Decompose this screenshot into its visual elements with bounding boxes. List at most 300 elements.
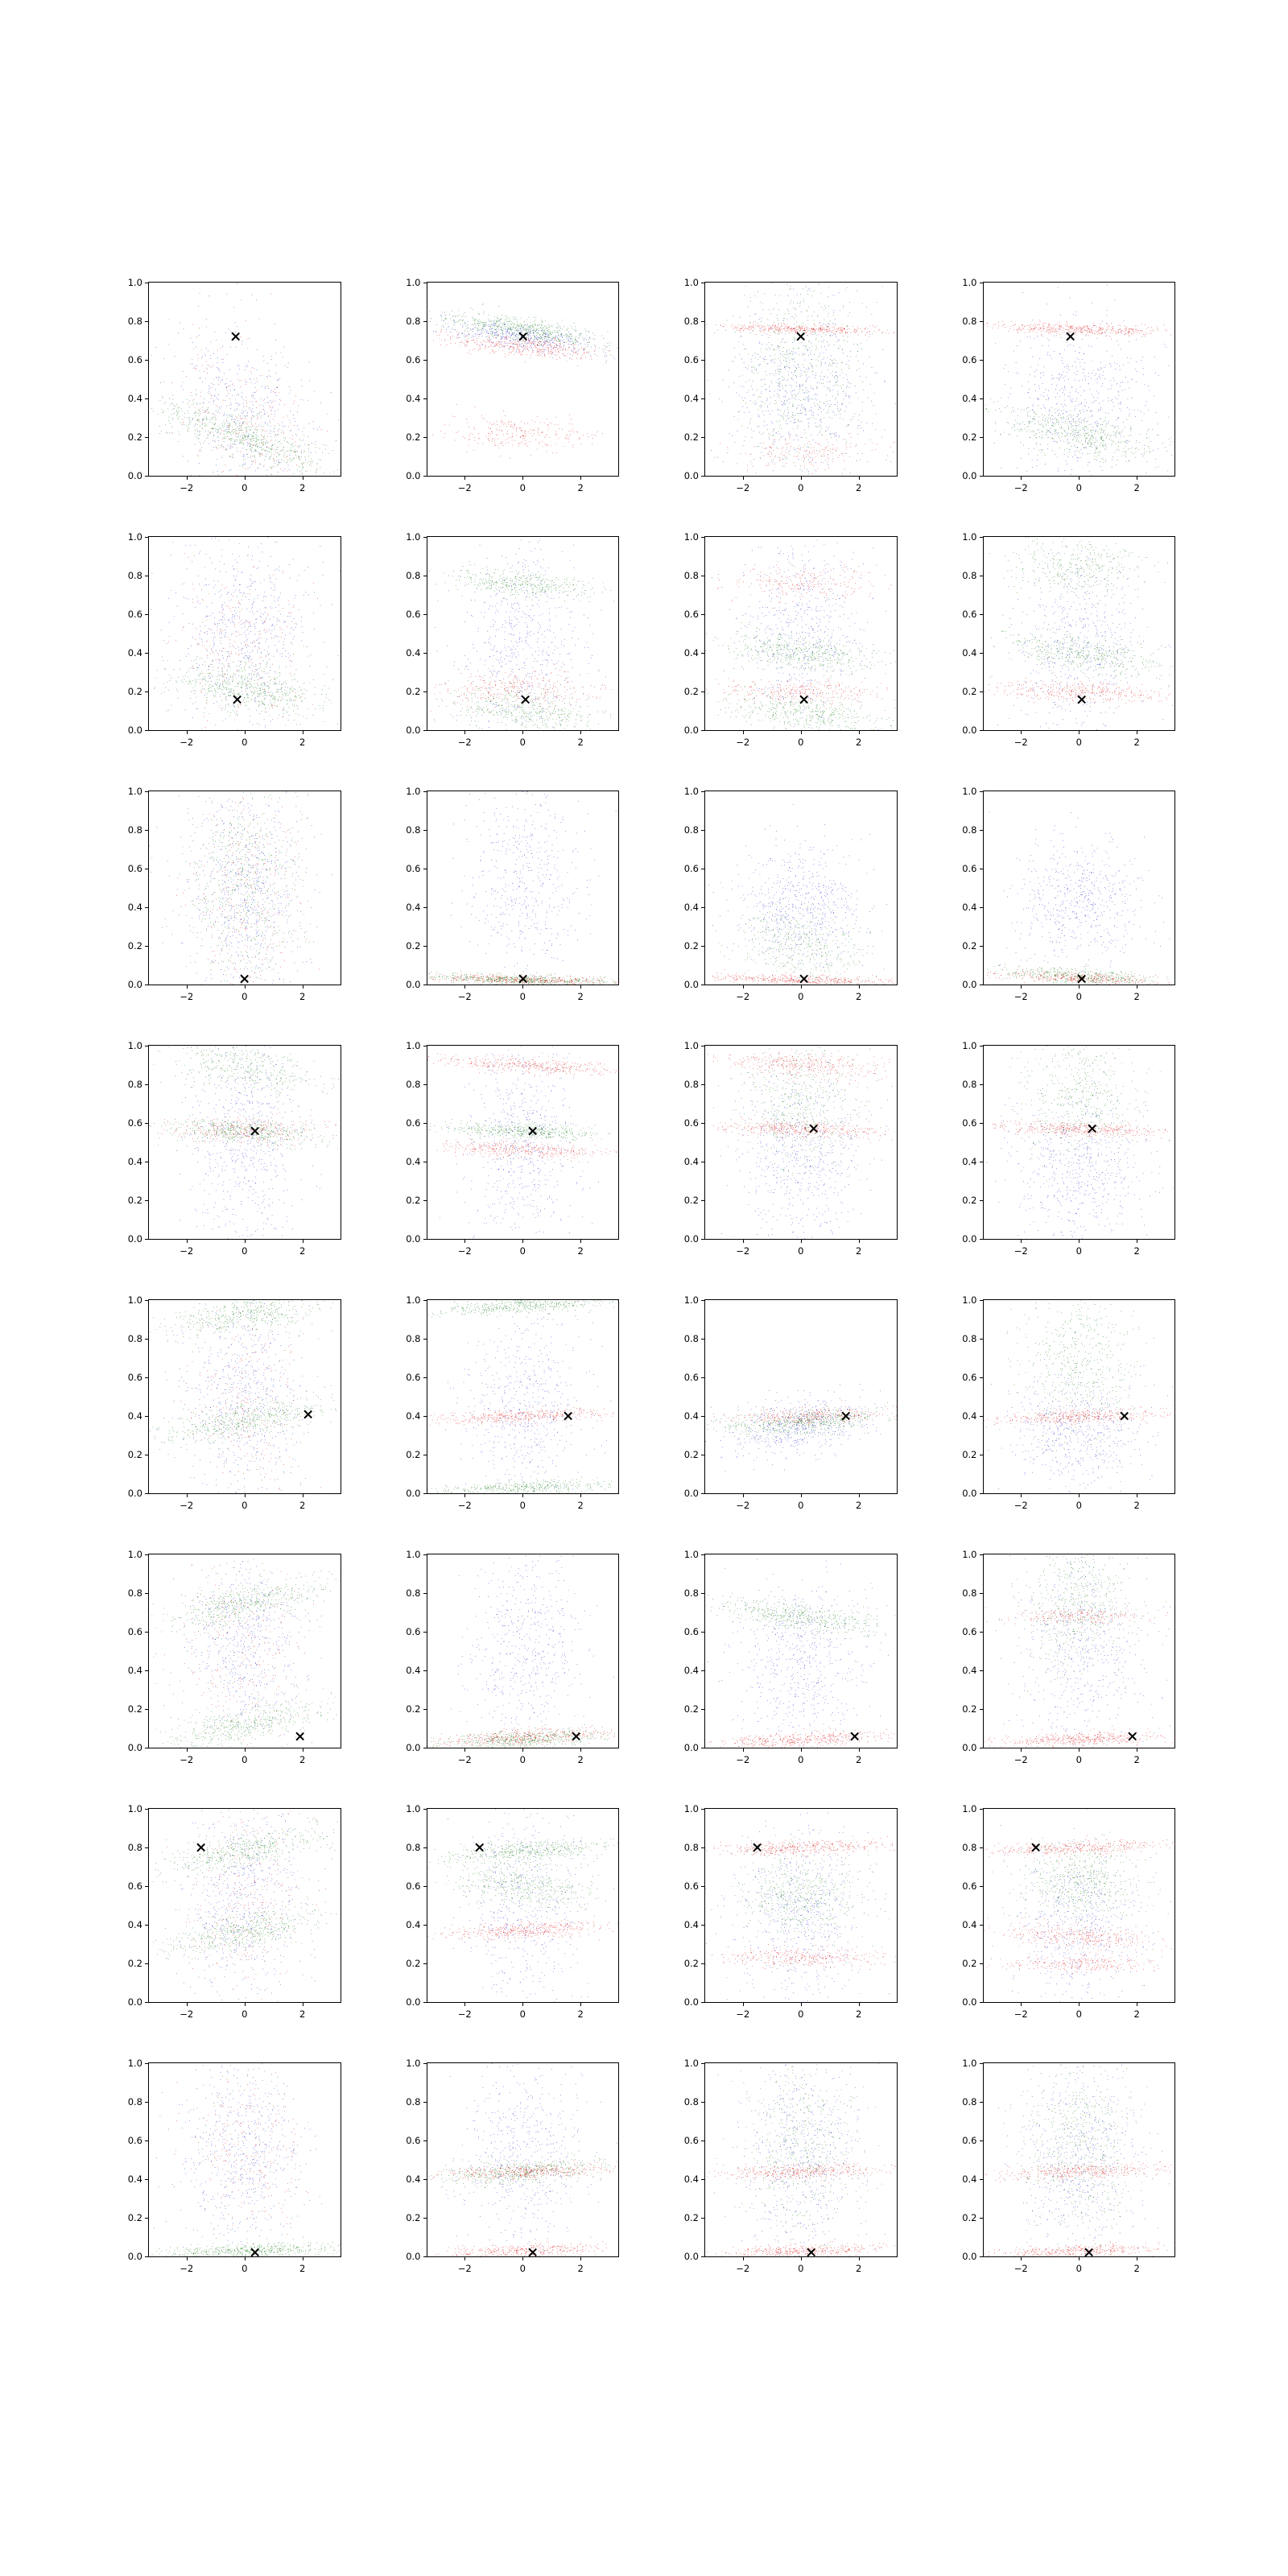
y-tick-mark: [701, 730, 705, 731]
x-tick-label: 0: [798, 1245, 804, 1257]
x-tick-mark: [187, 2002, 188, 2006]
y-tick-label: 0.8: [962, 824, 977, 836]
x-tick-mark: [522, 476, 523, 480]
x-tick-label: 2: [577, 2008, 584, 2020]
y-tick-mark: [145, 1493, 149, 1494]
scatter-points-layer: [149, 791, 341, 985]
y-tick-label: 0.0: [962, 1996, 977, 2008]
plot-axes: [127, 1040, 341, 1257]
x-tick-mark: [1021, 730, 1022, 734]
plot-axes: [683, 2058, 898, 2274]
x-tick-mark: [801, 730, 802, 734]
y-tick-label: 0.2: [406, 1195, 421, 1206]
y-tick-label: 0.8: [127, 824, 142, 836]
x-tick-label: −2: [1013, 1500, 1028, 1511]
x-tick-label: −2: [1013, 1754, 1028, 1765]
x-tick-label: −2: [457, 2008, 472, 2020]
scatter-points-layer: [984, 537, 1175, 730]
y-tick-label: 0.6: [683, 863, 699, 874]
y-tick-label: 0.0: [683, 1996, 699, 2008]
y-tick-mark: [701, 1239, 705, 1240]
x-tick-mark: [522, 1239, 523, 1243]
y-tick-label: 0.6: [406, 1626, 421, 1637]
x-tick-label: −2: [736, 1245, 750, 1257]
y-tick-label: 0.8: [127, 1842, 142, 1853]
x-tick-mark: [580, 2002, 581, 2006]
y-tick-mark: [423, 2002, 427, 2003]
x-tick-label: 0: [1075, 2008, 1082, 2020]
x-tick-mark: [245, 2256, 246, 2260]
x-tick-mark: [743, 1748, 744, 1752]
y-tick-label: 1.0: [406, 1803, 421, 1814]
y-tick-label: 0.4: [406, 1410, 421, 1422]
y-tick-label: 0.4: [683, 393, 699, 404]
x-tick-label: −2: [1013, 2263, 1028, 2274]
plot-axes: [962, 1549, 1176, 1765]
y-tick-label: 0.4: [127, 2174, 142, 2185]
y-tick-label: 0.6: [683, 1880, 699, 1892]
plot-axes: [127, 277, 341, 493]
plot-axes: [406, 1549, 620, 1765]
plot-axes: [127, 786, 341, 1002]
subplot-cell: [947, 2058, 1176, 2286]
y-tick-label: 0.6: [127, 354, 142, 365]
y-tick-mark: [701, 2002, 705, 2003]
y-tick-label: 0.4: [962, 1156, 977, 1167]
y-tick-label: 0.2: [683, 1195, 699, 1206]
x-tick-mark: [1021, 2002, 1022, 2006]
scatter-points-layer: [149, 1300, 341, 1493]
y-tick-label: 0.6: [127, 1117, 142, 1129]
x-tick-label: 2: [856, 2263, 862, 2274]
subplot-grid: [113, 277, 1175, 2286]
x-tick-label: 0: [798, 1754, 804, 1765]
y-tick-label: 0.0: [962, 979, 977, 990]
x-tick-mark: [743, 730, 744, 734]
y-tick-label: 0.6: [406, 1372, 421, 1383]
y-tick-label: 0.0: [127, 724, 142, 736]
y-tick-label: 0.4: [406, 393, 421, 404]
x-tick-label: 2: [577, 2263, 584, 2274]
y-tick-label: 0.8: [962, 1079, 977, 1090]
subplot-cell: [113, 277, 341, 506]
y-tick-label: 1.0: [683, 1549, 699, 1560]
x-tick-mark: [859, 2002, 860, 2006]
plot-axes: [683, 1294, 898, 1511]
scatter-points-layer: [427, 1046, 619, 1239]
x-tick-mark: [522, 2256, 523, 2260]
y-tick-label: 0.2: [127, 686, 142, 697]
subplot-cell: [113, 1294, 341, 1523]
x-tick-mark: [522, 730, 523, 734]
x-tick-mark: [187, 985, 188, 989]
x-tick-mark: [245, 985, 246, 989]
x-tick-label: 0: [1075, 737, 1082, 748]
y-tick-label: 0.6: [127, 1626, 142, 1637]
x-tick-label: −2: [457, 1754, 472, 1765]
subplot-cell: [391, 277, 620, 506]
x-tick-label: −2: [1013, 2008, 1028, 2020]
y-tick-label: 0.2: [127, 1703, 142, 1715]
x-tick-mark: [859, 985, 860, 989]
subplot-cell: [391, 1040, 620, 1269]
x-tick-label: −2: [180, 1754, 194, 1765]
scatter-points-layer: [427, 537, 619, 730]
x-tick-label: 2: [856, 1245, 862, 1257]
y-tick-mark: [980, 2002, 984, 2003]
x-tick-mark: [580, 2256, 581, 2260]
y-tick-label: 0.0: [127, 470, 142, 481]
x-tick-label: −2: [736, 737, 750, 748]
y-tick-label: 0.6: [683, 1626, 699, 1637]
scatter-points-layer: [705, 1554, 897, 1748]
y-tick-label: 0.2: [683, 1703, 699, 1715]
x-tick-mark: [743, 985, 744, 989]
plot-axes: [127, 531, 341, 748]
x-tick-label: 2: [299, 991, 306, 1002]
x-tick-label: 0: [519, 1245, 526, 1257]
x-tick-mark: [1021, 1748, 1022, 1752]
y-tick-mark: [423, 476, 427, 477]
plot-axes: [406, 2058, 620, 2274]
y-tick-label: 0.6: [683, 354, 699, 365]
y-tick-label: 0.6: [962, 1626, 977, 1637]
y-tick-label: 0.0: [127, 1488, 142, 1499]
x-tick-label: 0: [242, 1754, 248, 1765]
x-tick-label: −2: [457, 482, 472, 493]
scatter-points-layer: [149, 1809, 341, 2002]
x-tick-label: −2: [736, 2263, 750, 2274]
scatter-points-layer: [427, 2063, 619, 2256]
x-tick-mark: [245, 2002, 246, 2006]
y-tick-label: 0.6: [406, 1117, 421, 1129]
y-tick-label: 0.6: [406, 2135, 421, 2146]
subplot-cell: [113, 531, 341, 760]
x-tick-label: −2: [1013, 991, 1028, 1002]
x-tick-mark: [859, 1493, 860, 1497]
x-tick-label: −2: [736, 1754, 750, 1765]
y-tick-label: 0.4: [406, 647, 421, 658]
subplot-cell: [947, 1549, 1176, 1777]
x-tick-label: 0: [798, 482, 804, 493]
subplot-cell: [391, 1294, 620, 1523]
y-tick-label: 0.4: [406, 2174, 421, 2185]
plot-axes: [962, 277, 1176, 493]
subplot-cell: [391, 1803, 620, 2032]
y-tick-label: 0.6: [683, 1117, 699, 1129]
y-tick-label: 0.4: [127, 1410, 142, 1422]
y-tick-label: 1.0: [683, 786, 699, 797]
subplot-cell: [113, 2058, 341, 2286]
x-tick-mark: [187, 2256, 188, 2260]
x-tick-label: 2: [577, 991, 584, 1002]
scatter-points-layer: [984, 1809, 1175, 2002]
y-tick-label: 0.6: [683, 609, 699, 620]
y-tick-label: 0.4: [962, 902, 977, 913]
y-tick-label: 0.4: [127, 1665, 142, 1676]
y-tick-label: 0.8: [406, 1079, 421, 1090]
x-tick-label: 0: [798, 2008, 804, 2020]
x-tick-mark: [743, 1493, 744, 1497]
x-tick-mark: [1079, 985, 1080, 989]
subplot-cell: [391, 2058, 620, 2286]
x-tick-label: 2: [577, 1500, 584, 1511]
plot-axes: [962, 531, 1176, 748]
y-tick-label: 0.8: [406, 824, 421, 836]
y-tick-label: 0.4: [406, 1665, 421, 1676]
subplot-cell: [947, 1803, 1176, 2032]
y-tick-label: 0.2: [683, 940, 699, 952]
y-tick-label: 0.2: [406, 2212, 421, 2223]
subplot-cell: [669, 531, 898, 760]
x-tick-mark: [522, 2002, 523, 2006]
y-tick-label: 0.8: [127, 316, 142, 327]
x-tick-label: 0: [242, 482, 248, 493]
x-tick-label: 2: [577, 1754, 584, 1765]
x-tick-mark: [245, 730, 246, 734]
x-tick-label: 2: [577, 482, 584, 493]
y-tick-label: 0.2: [683, 1958, 699, 1969]
x-tick-mark: [464, 985, 465, 989]
x-tick-mark: [522, 985, 523, 989]
y-tick-label: 0.8: [406, 570, 421, 581]
x-tick-label: 0: [1075, 1500, 1082, 1511]
plot-axes: [683, 277, 898, 493]
subplot-cell: [669, 1040, 898, 1269]
x-tick-label: 0: [798, 991, 804, 1002]
y-tick-label: 1.0: [962, 531, 977, 543]
x-tick-mark: [580, 476, 581, 480]
y-tick-label: 1.0: [406, 1040, 421, 1051]
y-tick-mark: [423, 1239, 427, 1240]
y-tick-label: 0.8: [683, 1587, 699, 1599]
x-tick-label: 2: [1133, 1245, 1140, 1257]
y-tick-label: 1.0: [962, 1549, 977, 1560]
x-tick-mark: [187, 1493, 188, 1497]
x-tick-label: 0: [798, 2263, 804, 2274]
x-tick-mark: [859, 476, 860, 480]
subplot-cell: [113, 786, 341, 1014]
x-tick-label: 2: [1133, 737, 1140, 748]
y-tick-label: 1.0: [127, 1549, 142, 1560]
x-tick-label: 2: [856, 737, 862, 748]
y-tick-label: 0.4: [127, 902, 142, 913]
y-tick-label: 0.8: [683, 570, 699, 581]
y-tick-label: 0.8: [127, 1079, 142, 1090]
subplot-cell: [669, 786, 898, 1014]
y-tick-label: 0.4: [962, 393, 977, 404]
y-tick-label: 0.2: [127, 1449, 142, 1460]
y-tick-label: 1.0: [683, 277, 699, 288]
y-tick-label: 0.4: [406, 1919, 421, 1930]
x-tick-mark: [464, 1239, 465, 1243]
scatter-points-layer: [149, 283, 341, 476]
x-tick-mark: [464, 730, 465, 734]
x-tick-mark: [1021, 1493, 1022, 1497]
y-tick-label: 0.2: [962, 431, 977, 443]
y-tick-label: 0.0: [683, 1233, 699, 1245]
y-tick-label: 0.2: [127, 431, 142, 443]
scatter-points-layer: [705, 537, 897, 730]
y-tick-label: 0.4: [406, 902, 421, 913]
y-tick-label: 0.8: [406, 2096, 421, 2107]
subplot-cell: [669, 1294, 898, 1523]
y-tick-mark: [701, 476, 705, 477]
y-tick-label: 0.0: [962, 2251, 977, 2262]
y-tick-label: 0.2: [127, 940, 142, 952]
x-tick-label: 0: [1075, 1754, 1082, 1765]
y-tick-label: 1.0: [683, 1294, 699, 1306]
x-tick-mark: [1079, 1239, 1080, 1243]
x-tick-mark: [464, 476, 465, 480]
subplot-cell: [947, 277, 1176, 506]
y-tick-label: 0.8: [962, 1842, 977, 1853]
y-tick-label: 1.0: [406, 277, 421, 288]
x-tick-label: 2: [1133, 2008, 1140, 2020]
plot-axes: [683, 1040, 898, 1257]
y-tick-label: 1.0: [683, 2058, 699, 2069]
x-tick-label: 0: [519, 1500, 526, 1511]
y-tick-label: 1.0: [406, 1549, 421, 1560]
y-tick-label: 0.2: [683, 2212, 699, 2223]
y-tick-mark: [980, 1493, 984, 1494]
y-tick-label: 0.0: [127, 979, 142, 990]
x-tick-mark: [743, 2002, 744, 2006]
y-tick-label: 0.6: [127, 863, 142, 874]
x-tick-label: 0: [519, 2263, 526, 2274]
x-tick-mark: [464, 2256, 465, 2260]
y-tick-label: 0.0: [127, 1742, 142, 1753]
x-tick-label: 0: [519, 2008, 526, 2020]
scatter-points-layer: [427, 1809, 619, 2002]
x-tick-label: 0: [519, 991, 526, 1002]
y-tick-label: 0.0: [406, 2251, 421, 2262]
y-tick-label: 0.6: [962, 609, 977, 620]
y-tick-label: 0.4: [127, 393, 142, 404]
scatter-points-layer: [705, 2063, 897, 2256]
x-tick-label: 2: [299, 1500, 306, 1511]
y-tick-label: 1.0: [962, 277, 977, 288]
x-tick-mark: [245, 1239, 246, 1243]
x-tick-label: 2: [1133, 1500, 1140, 1511]
y-tick-label: 0.6: [962, 1117, 977, 1129]
x-tick-label: 0: [242, 2008, 248, 2020]
subplot-cell: [947, 531, 1176, 760]
x-tick-label: 2: [1133, 991, 1140, 1002]
y-tick-mark: [423, 2256, 427, 2257]
y-tick-label: 0.2: [127, 1958, 142, 1969]
x-tick-mark: [801, 1748, 802, 1752]
x-tick-label: 0: [1075, 482, 1082, 493]
y-tick-label: 0.0: [683, 979, 699, 990]
y-tick-label: 0.6: [962, 863, 977, 874]
y-tick-label: 0.2: [127, 2212, 142, 2223]
y-tick-label: 0.8: [962, 1587, 977, 1599]
x-tick-mark: [464, 1493, 465, 1497]
x-tick-label: −2: [180, 2263, 194, 2274]
x-tick-mark: [1021, 985, 1022, 989]
x-tick-mark: [1079, 2002, 1080, 2006]
y-tick-label: 0.8: [406, 1333, 421, 1344]
y-tick-label: 1.0: [127, 1803, 142, 1814]
x-tick-label: 2: [299, 737, 306, 748]
y-tick-label: 0.4: [127, 647, 142, 658]
scatter-points-layer: [984, 791, 1175, 985]
subplot-cell: [113, 1040, 341, 1269]
x-tick-label: 0: [519, 482, 526, 493]
y-tick-label: 0.0: [962, 470, 977, 481]
y-tick-label: 0.2: [406, 686, 421, 697]
y-tick-label: 0.6: [406, 609, 421, 620]
y-tick-label: 0.6: [683, 1372, 699, 1383]
y-tick-label: 0.2: [406, 1703, 421, 1715]
y-tick-label: 0.0: [406, 1742, 421, 1753]
y-tick-label: 0.8: [962, 570, 977, 581]
y-tick-label: 0.8: [406, 316, 421, 327]
y-tick-label: 0.8: [962, 316, 977, 327]
x-tick-mark: [522, 1493, 523, 1497]
y-tick-label: 0.6: [127, 609, 142, 620]
x-tick-label: −2: [180, 1245, 194, 1257]
y-tick-label: 0.6: [406, 354, 421, 365]
y-tick-label: 0.4: [962, 647, 977, 658]
x-tick-mark: [1079, 2256, 1080, 2260]
y-tick-label: 0.0: [127, 1233, 142, 1245]
x-tick-mark: [245, 1748, 246, 1752]
scatter-points-layer: [705, 791, 897, 985]
plot-axes: [962, 786, 1176, 1002]
y-tick-mark: [980, 2256, 984, 2257]
y-tick-label: 0.0: [127, 1996, 142, 2008]
x-tick-mark: [859, 730, 860, 734]
plot-axes: [683, 531, 898, 748]
x-tick-label: 0: [798, 737, 804, 748]
y-tick-label: 0.6: [406, 863, 421, 874]
x-tick-label: 0: [242, 2263, 248, 2274]
y-tick-label: 0.2: [962, 1958, 977, 1969]
plot-axes: [406, 1040, 620, 1257]
x-tick-label: 2: [856, 991, 862, 1002]
y-tick-label: 0.8: [127, 1587, 142, 1599]
subplot-cell: [391, 786, 620, 1014]
x-tick-label: 2: [1133, 2263, 1140, 2274]
y-tick-label: 1.0: [127, 1294, 142, 1306]
scatter-points-layer: [705, 1046, 897, 1239]
x-tick-mark: [1021, 476, 1022, 480]
x-tick-mark: [187, 730, 188, 734]
scatter-points-layer: [427, 1300, 619, 1493]
x-tick-mark: [245, 1493, 246, 1497]
y-tick-label: 0.2: [962, 2212, 977, 2223]
y-tick-label: 0.0: [406, 979, 421, 990]
subplot-cell: [669, 277, 898, 506]
y-tick-mark: [701, 2256, 705, 2257]
x-tick-mark: [580, 730, 581, 734]
x-tick-label: −2: [736, 482, 750, 493]
y-tick-label: 0.0: [406, 1488, 421, 1499]
y-tick-label: 1.0: [406, 531, 421, 543]
scatter-points-layer: [149, 537, 341, 730]
x-tick-label: 2: [856, 1754, 862, 1765]
y-tick-label: 0.6: [962, 354, 977, 365]
x-tick-label: 2: [577, 737, 584, 748]
y-tick-label: 0.2: [962, 940, 977, 952]
y-tick-label: 0.0: [683, 470, 699, 481]
x-tick-mark: [801, 1493, 802, 1497]
scatter-points-layer: [149, 1046, 341, 1239]
x-tick-label: −2: [457, 737, 472, 748]
x-tick-mark: [1079, 1748, 1080, 1752]
